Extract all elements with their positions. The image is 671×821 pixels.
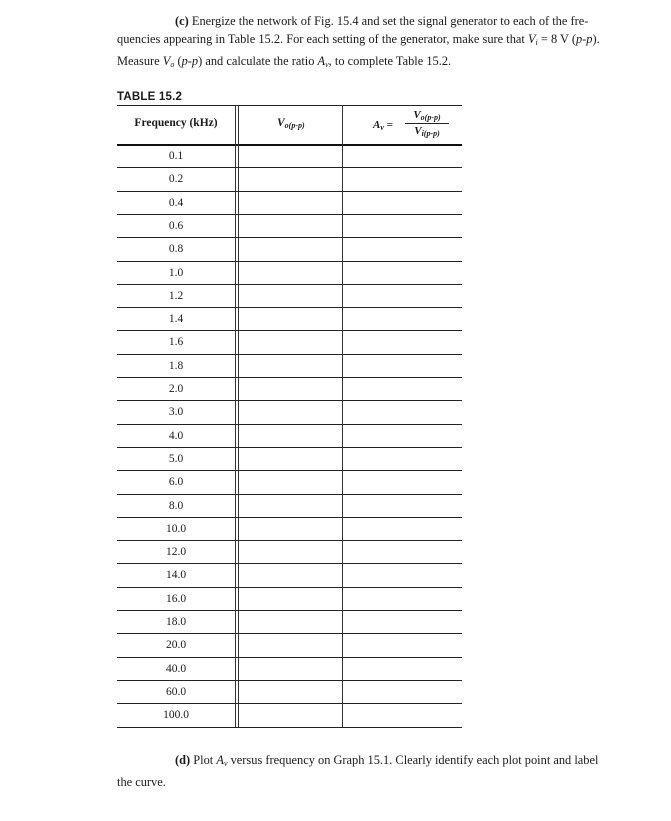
frequency-cell: 0.6: [168, 219, 184, 232]
frequency-cell: 0.4: [168, 196, 184, 209]
row-rule: [117, 587, 462, 588]
row-rule: [117, 727, 462, 728]
row-rule: [117, 237, 462, 238]
row-rule: [117, 284, 462, 285]
header-vo: $V_{o(p-p)}$: [277, 117, 305, 130]
header-frequency: Frequency (kHz): [134, 117, 218, 129]
row-rule: [117, 400, 462, 401]
row-rule: [117, 377, 462, 378]
frequency-cell: 5.0: [168, 452, 184, 465]
header-av-fraction: $\frac{V_{o(p-p)}}{V_{i(p-p)}}$: [405, 109, 449, 138]
header-rule: [117, 144, 462, 146]
row-rule: [117, 540, 462, 541]
frequency-cell: 18.0: [165, 616, 187, 628]
frequency-cell: 0.2: [168, 173, 184, 186]
frequency-cell: 1.8: [168, 359, 184, 372]
frequency-cell: 12.0: [165, 546, 187, 559]
frequency-cell: 100.0: [163, 709, 189, 722]
frequency-cell: 1.4: [168, 313, 184, 326]
frequency-cell: 16.0: [165, 592, 187, 605]
frequency-cell: 40.0: [165, 662, 187, 675]
frequency-cell: 8.0: [168, 499, 184, 512]
instruction-line-2: quencies appearing in Table 15.2. For each setting of the generator, make sure that $V_i = 8$ V (p-p).: [117, 32, 600, 47]
column-rule: [235, 105, 236, 727]
row-rule: [117, 191, 462, 192]
table-top-rule: [117, 105, 462, 106]
frequency-cell: 60.0: [165, 685, 187, 698]
row-rule: [117, 657, 462, 658]
frequency-cell: 1.2: [168, 289, 184, 302]
frequency-cell: 6.0: [168, 476, 184, 489]
row-rule: [117, 563, 462, 564]
frequency-cell: 1.6: [168, 336, 184, 349]
row-rule: [117, 494, 462, 495]
part-label: (c): [175, 14, 189, 28]
row-rule: [117, 633, 462, 634]
row-rule: [117, 214, 462, 215]
frequency-cell: 2.0: [168, 383, 184, 395]
row-rule: [117, 447, 462, 448]
frequency-cell: 14.0: [165, 569, 187, 582]
row-rule: [117, 680, 462, 681]
row-rule: [117, 517, 462, 518]
frequency-cell: 0.8: [168, 243, 184, 256]
row-rule: [117, 354, 462, 355]
row-rule: [117, 330, 462, 331]
row-rule: [117, 307, 462, 308]
row-rule: [117, 703, 462, 704]
row-rule: [117, 470, 462, 471]
row-rule: [117, 167, 462, 168]
frequency-cell: 4.0: [168, 429, 184, 442]
instruction-line-3: Measure $V_o$ (p-p) and calculate the ratio $A_v$, to complete Table 15.2.: [117, 54, 452, 69]
column-rule: [342, 105, 343, 727]
frequency-cell: 10.0: [165, 522, 187, 535]
part-d-label: (d): [175, 753, 191, 767]
frequency-cell: 0.1: [168, 150, 184, 162]
table-title: TABLE 15.2: [117, 91, 183, 103]
row-rule: [117, 424, 462, 425]
frequency-cell: 3.0: [168, 406, 184, 419]
frequency-cell: 1.0: [168, 266, 184, 279]
column-rule: [238, 105, 239, 727]
row-rule: [117, 261, 462, 262]
instruction-line-1: (c) Energize the network of Fig. 15.4 and set the signal generator to each of the fre-: [175, 14, 589, 28]
frequency-cell: 20.0: [165, 639, 187, 652]
part-d-paragraph: (d) Plot $A_v$ versus frequency on Graph 15.1. Clearly identify each plot point and label the curve.: [117, 753, 599, 789]
row-rule: [117, 610, 462, 611]
instruction-paragraph: [117, 12, 607, 74]
